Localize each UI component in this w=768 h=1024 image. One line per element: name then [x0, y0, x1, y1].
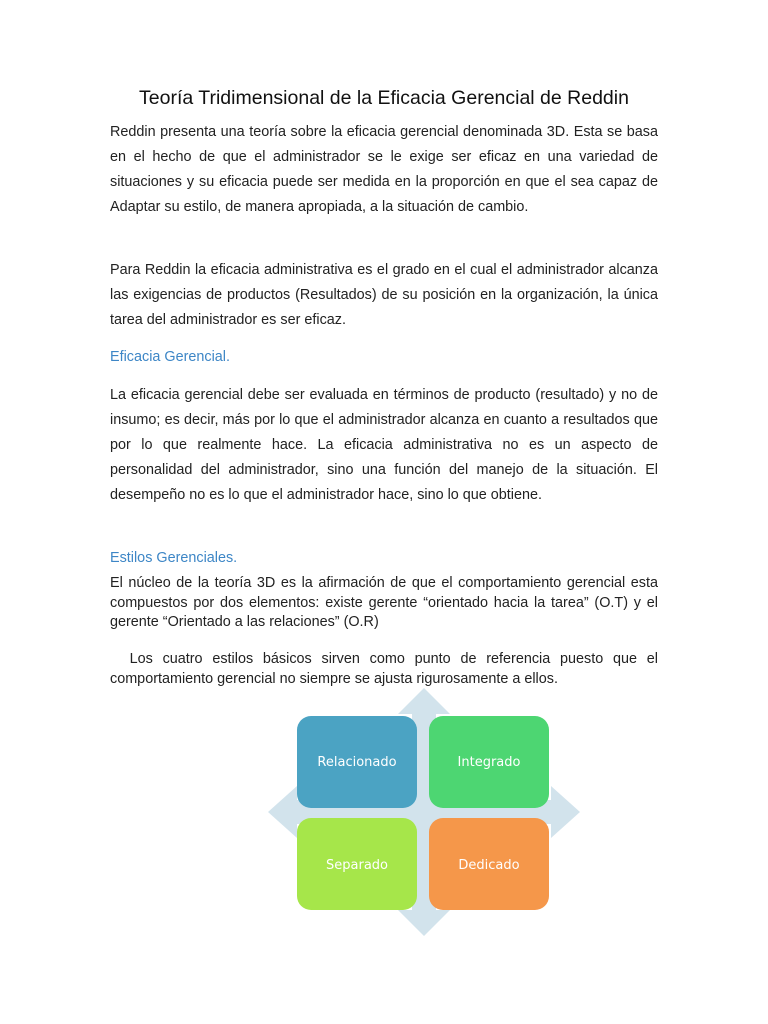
box-label-separado: Separado: [326, 858, 388, 873]
page-title: Teoría Tridimensional de la Eficacia Gerencial de Reddin: [139, 87, 629, 109]
box-label-dedicado: Dedicado: [458, 858, 520, 873]
box-relacionado: [297, 716, 417, 808]
box-separado: [297, 818, 417, 910]
styles-matrix-diagram: [265, 688, 583, 938]
section-heading-estilos: Estilos Gerenciales.: [110, 550, 238, 566]
paragraph-definition: Para Reddin la eficacia administrativa es el grado en el cual el administrador alcanza las exigencias de productos (Resultados) de su posición en la organización, la única tarea del administrador es ser eficaz.: [110, 262, 658, 328]
paragraph-intro: Reddin presenta una teoría sobre la eficacia gerencial denominada 3D. Esta se basa en el hecho de que el administrador se le exige ser eficaz en una variedad de situaciones y su eficacia puede ser medida en la proporción en que el sea capaz de Adaptar su estilo, de manera apropiada, a la situación de cambio.: [110, 124, 658, 215]
box-label-relacionado: Relacionado: [317, 755, 397, 770]
paragraph-eficacia: La eficacia gerencial debe ser evaluada en términos de producto (resultado) y no de insumo; es decir, más por lo que el administrador alcanza en cuanto a resultados que por lo que realmente hace. La eficacia administrativa no es un aspecto de personalidad del administrador, sino una función del manejo de la situación. El desempeño no es lo que el administrador hace, sino lo que obtiene.: [110, 387, 658, 503]
paragraph-estilos-basicos: Los cuatro estilos básicos sirven como punto de referencia puesto que el comportamiento gerencial no siempre se ajusta rigurosamente a ellos.: [110, 651, 663, 687]
box-integrado: [429, 716, 549, 808]
section-heading-eficacia: Eficacia Gerencial.: [110, 349, 230, 365]
paragraph-nucleo: El núcleo de la teoría 3D es la afirmación de que el comportamiento gerencial esta compuestos por dos elementos: existe gerente “orientado hacia la tarea” (O.T) y el gerente “Orientado a las relaciones” (O.R): [110, 575, 658, 630]
box-label-integrado: Integrado: [457, 755, 521, 770]
box-dedicado: [429, 818, 549, 910]
